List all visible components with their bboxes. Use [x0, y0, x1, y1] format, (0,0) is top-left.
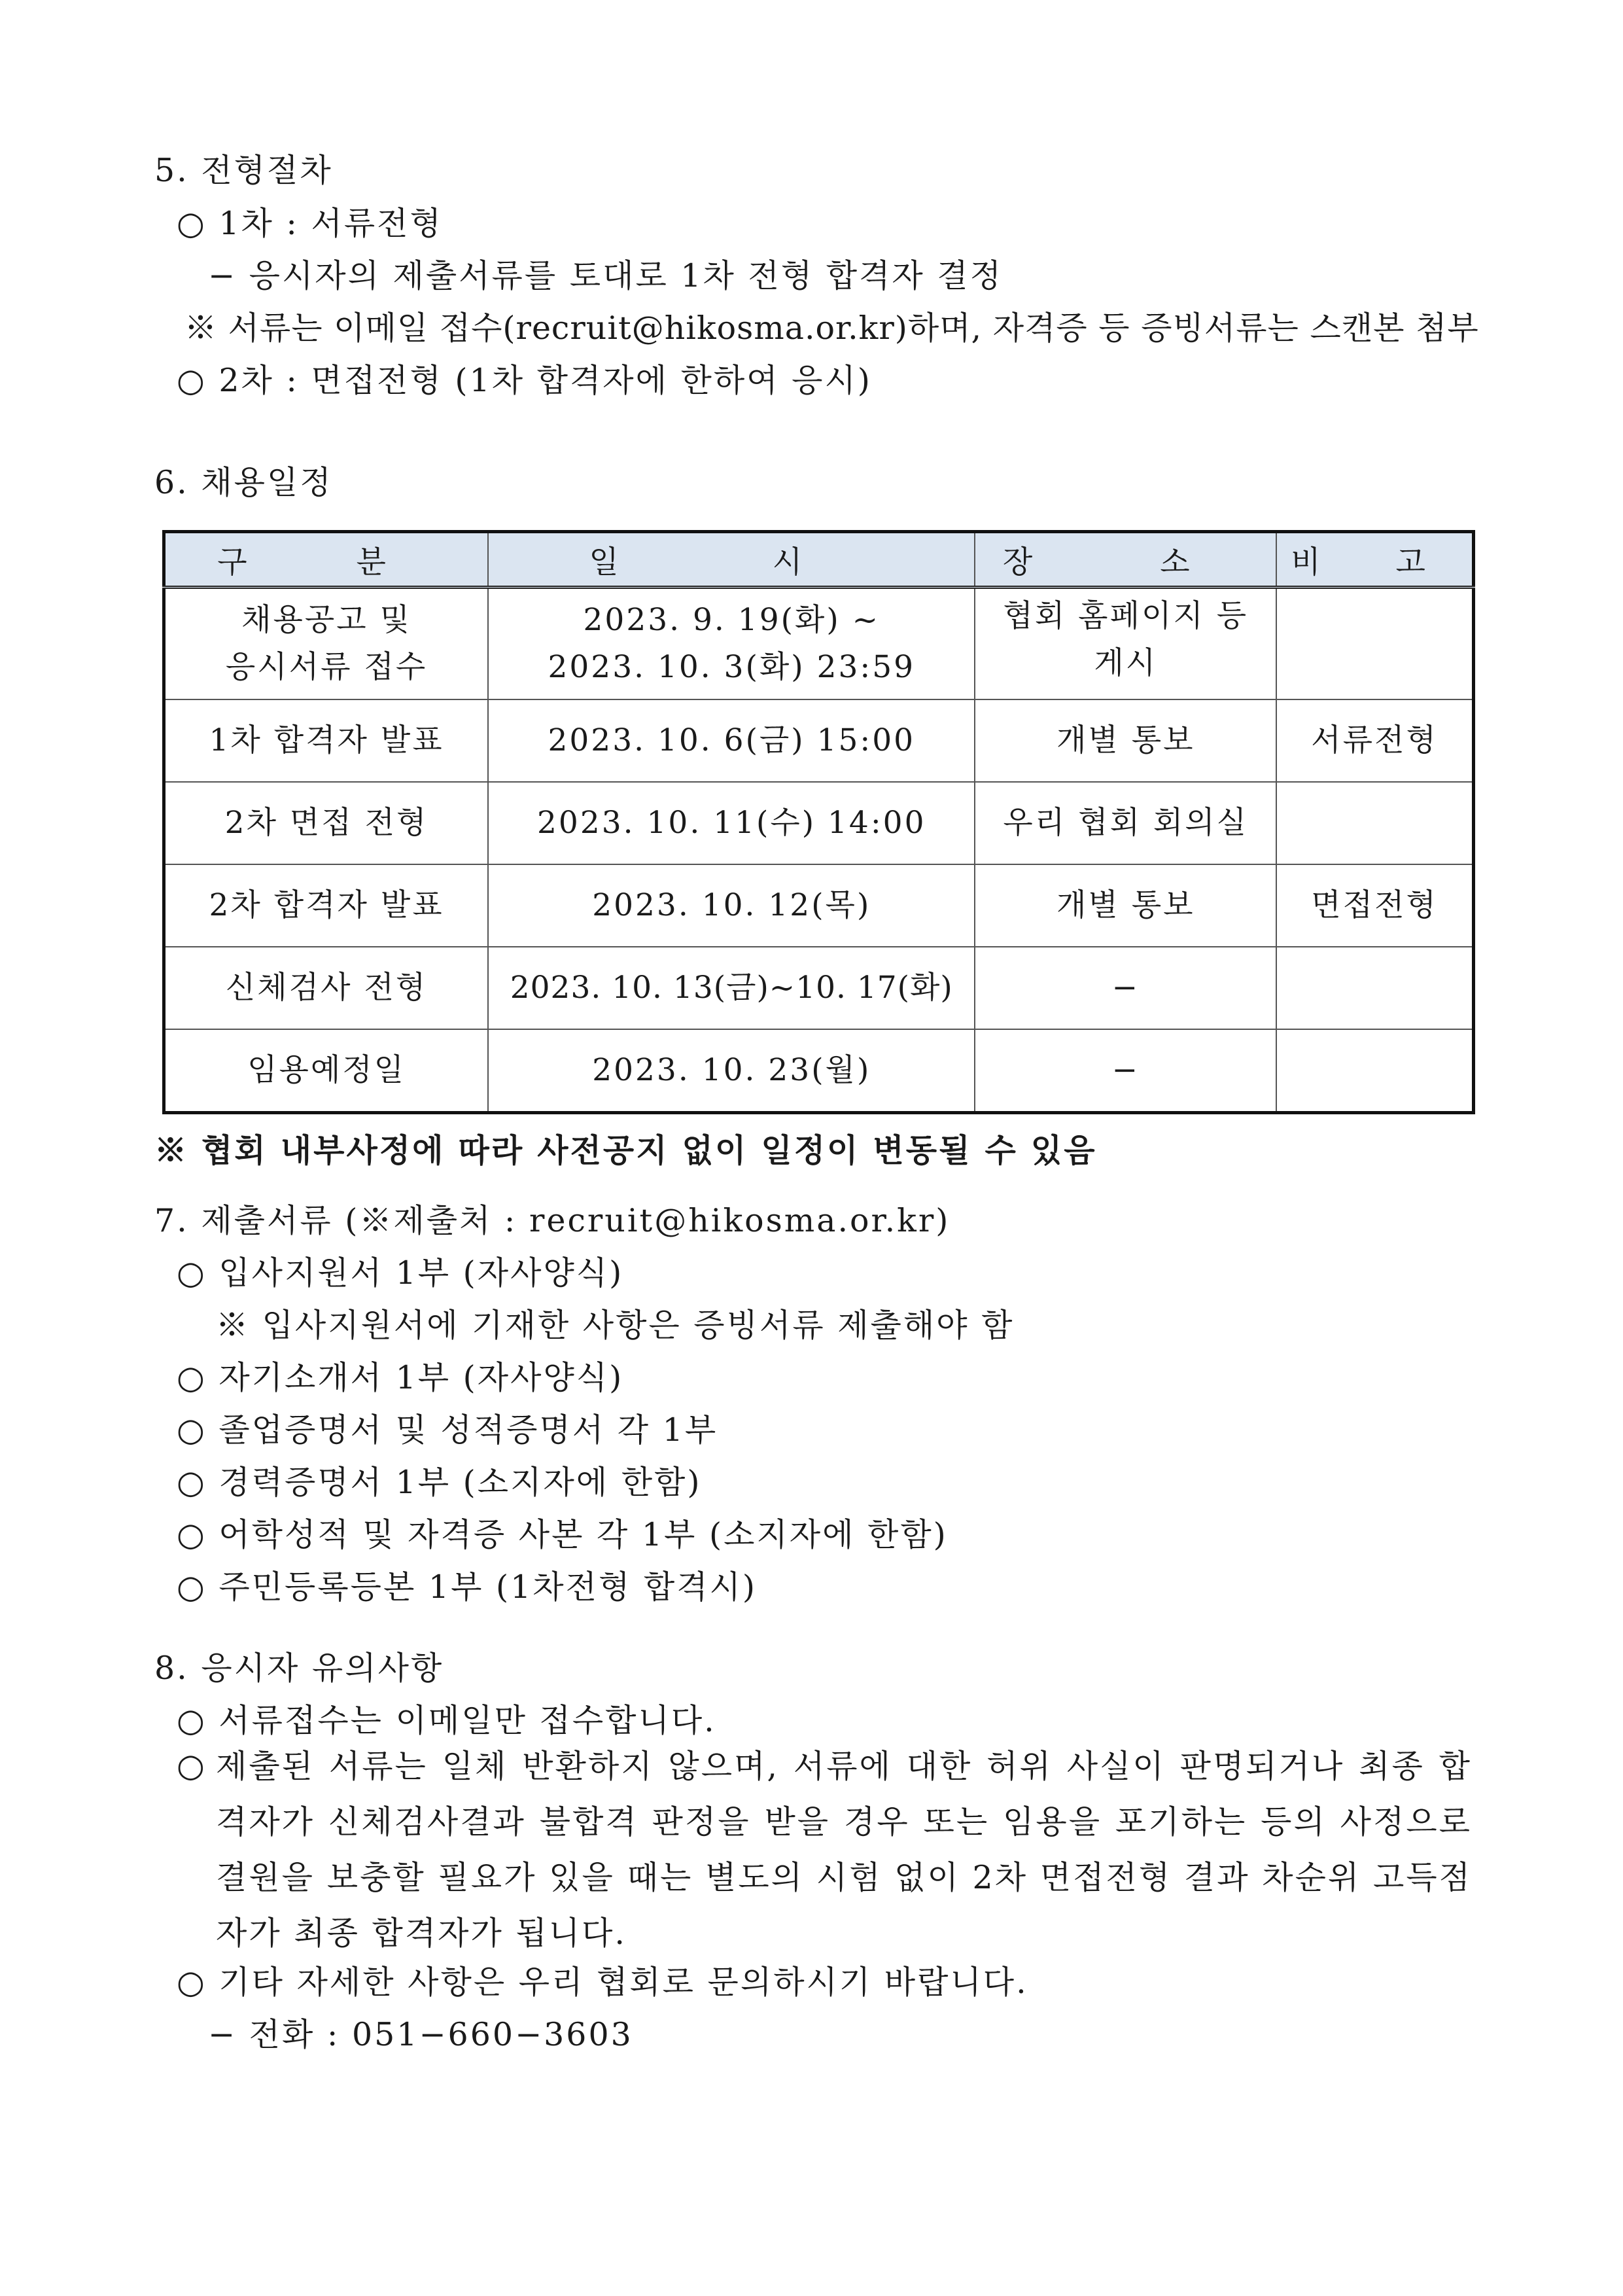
- section5-heading: 5. 전형절차: [154, 152, 333, 189]
- cell-place: 개별 통보: [975, 699, 1276, 782]
- cell-note: 면접전형: [1276, 864, 1473, 947]
- section5-note: ※ 서류는 이메일 접수(recruit@hikosma.or.kr)하며, 자격증 등 증빙서류는 스캔본 첨부: [184, 309, 1479, 347]
- table-row: [164, 782, 1474, 864]
- section5-item-2: ○ 2차 : 면접전형 (1차 합격자에 한하여 응시): [177, 362, 872, 399]
- schedule-notice: ※ 협회 내부사정에 따라 사전공지 없이 일정이 변동될 수 있음: [154, 1131, 1097, 1169]
- table-row: [164, 1029, 1474, 1113]
- col-header-category: 구 분: [164, 532, 489, 588]
- section6-heading: 6. 채용일정: [154, 464, 333, 501]
- table-row: [164, 699, 1474, 782]
- col-header-place: 장 소: [975, 532, 1276, 588]
- section7-item: ○ 졸업증명서 및 성적증명서 각 1부: [177, 1411, 718, 1449]
- section8-item-3: ○ 기타 자세한 사항은 우리 협회로 문의하시기 바랍니다.: [177, 1964, 1028, 2001]
- section7-item: ○ 주민등록등본 1부 (1차전형 합격시): [177, 1568, 757, 1606]
- cell-category: 1차 합격자 발표: [164, 699, 489, 782]
- section8-heading: 8. 응시자 유의사항: [154, 1650, 444, 1687]
- cell-category: 채용공고 및 응시서류 접수: [164, 588, 489, 700]
- cell-category: 임용예정일: [164, 1029, 489, 1113]
- cell-note: [1276, 782, 1473, 864]
- cell-note: [1276, 1029, 1473, 1113]
- schedule-table: [162, 530, 1475, 1114]
- section7-item-note: ※ 입사지원서에 기재한 사항은 증빙서류 제출해야 함: [216, 1307, 1015, 1344]
- section7-item: ○ 입사지원서 1부 (자사양식): [177, 1254, 624, 1292]
- cell-category: 신체검사 전형: [164, 947, 489, 1029]
- section7-item: ○ 경력증명서 1부 (소지자에 한함): [177, 1464, 702, 1501]
- cell-note: 서류전형: [1276, 699, 1473, 782]
- section7-item: ○ 자기소개서 1부 (자사양식): [177, 1359, 624, 1396]
- section8-item-2-text: 제출된 서류는 일체 반환하지 않으며, 서류에 대한 허위 사실이 판명되거나 최종 합격자가 신체검사결과 불합격 판정을 받을 경우 또는 임용을 포기하는 등의 사정으로 결원을 보충할 필요가 있을 때는 별도의 시험 없이 2차 면접전형 결과 차순위 고득점자가 최종 합격자가 됩니다.: [216, 1748, 1472, 1952]
- cell-datetime: 2023. 9. 19(화) ~ 2023. 10. 3(화) 23:59: [488, 588, 975, 700]
- table-row: [164, 864, 1474, 947]
- col-header-note: 비 고: [1276, 532, 1473, 588]
- section8-phone: − 전화 : 051−660−3603: [208, 2016, 633, 2053]
- cell-datetime: 2023. 10. 23(월): [488, 1029, 975, 1113]
- cell-note: [1276, 947, 1473, 1029]
- section5-item-1: ○ 1차 : 서류전형: [177, 205, 443, 242]
- table-row: [164, 588, 1474, 700]
- table-row: [164, 947, 1474, 1029]
- cell-note: [1276, 588, 1473, 700]
- cell-place: −: [975, 1029, 1276, 1113]
- section7-item: ○ 어학성적 및 자격증 사본 각 1부 (소지자에 한함): [177, 1516, 948, 1553]
- cell-place: 우리 협회 회의실: [975, 782, 1276, 864]
- cell-category: 2차 합격자 발표: [164, 864, 489, 947]
- cell-place: 협회 홈페이지 등 게시: [975, 588, 1276, 700]
- section8-item-2-marker: ○: [177, 1747, 207, 1784]
- cell-datetime: 2023. 10. 12(목): [488, 864, 975, 947]
- cell-datetime: 2023. 10. 6(금) 15:00: [488, 699, 975, 782]
- cell-datetime: 2023. 10. 11(수) 14:00: [488, 782, 975, 864]
- cell-datetime: 2023. 10. 13(금)~10. 17(화): [488, 947, 975, 1029]
- cell-place: −: [975, 947, 1276, 1029]
- section7-heading: 7. 제출서류 (※제출처 : recruit@hikosma.or.kr): [154, 1202, 951, 1239]
- section8-item-1: ○ 서류접수는 이메일만 접수합니다.: [177, 1702, 716, 1739]
- schedule-header-row: [164, 532, 1474, 588]
- cell-category: 2차 면접 전형: [164, 782, 489, 864]
- col-header-datetime: 일 시: [488, 532, 975, 588]
- section5-item-1-sub: − 응시자의 제출서류를 토대로 1차 전형 합격자 결정: [208, 257, 1003, 294]
- cell-place: 개별 통보: [975, 864, 1276, 947]
